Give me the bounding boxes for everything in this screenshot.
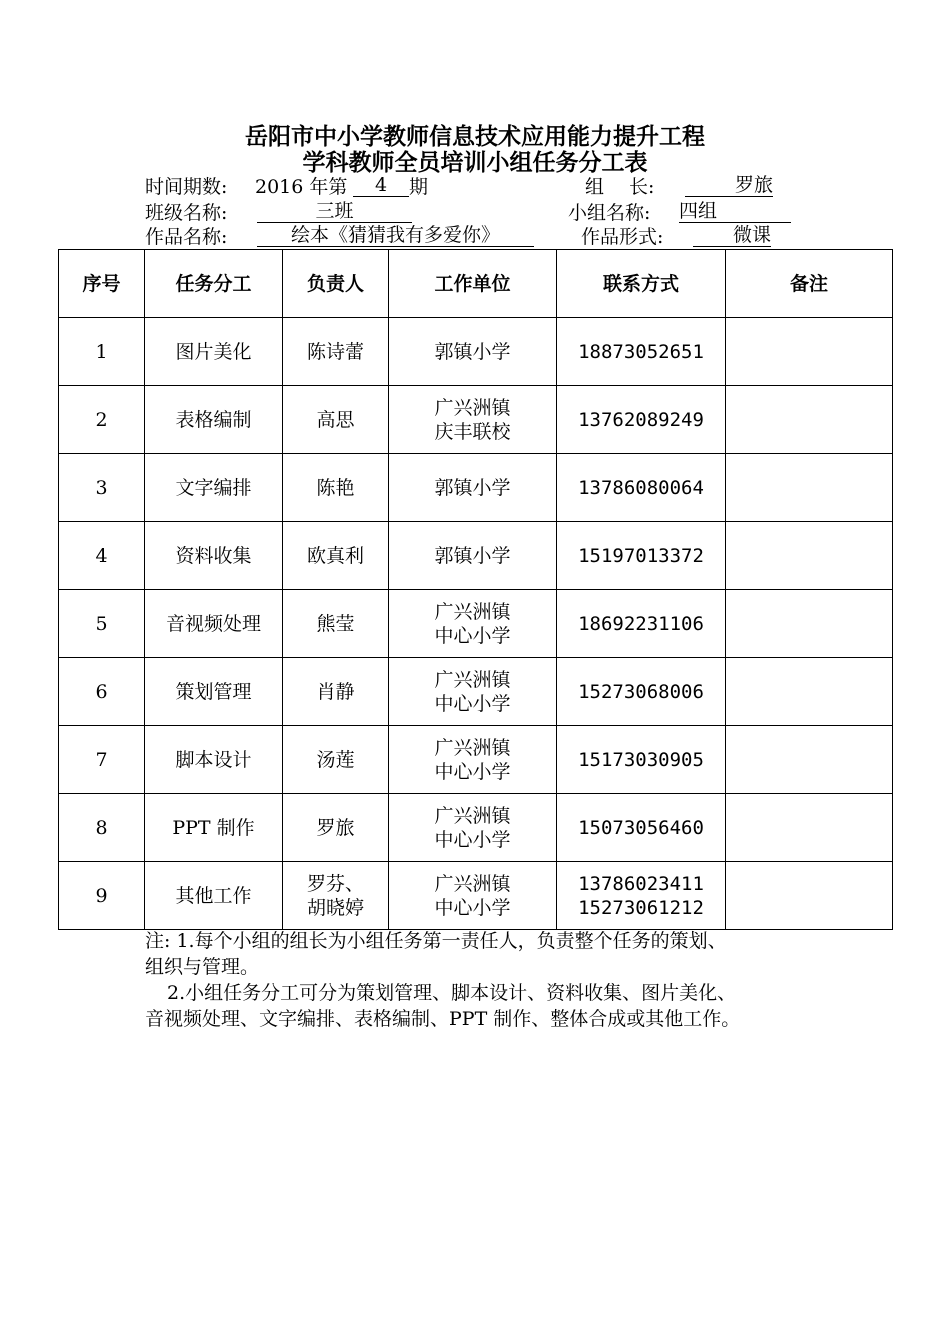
- cell-contact: [557, 318, 726, 386]
- cell-task: [145, 522, 283, 590]
- cell-no-line: 8: [95, 816, 108, 839]
- cell-no: [59, 862, 145, 930]
- cell-person: [283, 386, 389, 454]
- cell-person: [283, 454, 389, 522]
- cell-unit-line: 郭镇小学: [434, 340, 511, 363]
- form-value: 微课: [693, 224, 771, 247]
- cell-contact: [557, 386, 726, 454]
- cell-unit: [389, 522, 557, 590]
- header-person: 负责人: [283, 250, 389, 318]
- cell-note: [726, 386, 893, 454]
- cell-task: [145, 862, 283, 930]
- cell-task-line: 策划管理: [175, 680, 252, 703]
- cell-person-line: 汤莲: [316, 748, 355, 771]
- task-table-body: [59, 318, 893, 930]
- period-value: 4: [353, 174, 409, 197]
- cell-unit-line: 郭镇小学: [434, 476, 511, 499]
- cell-person-line: 陈诗蕾: [306, 340, 364, 363]
- cell-contact-line: 18692231106: [578, 612, 704, 635]
- table-row: [59, 590, 893, 658]
- note-line-2: 组织与管理。: [145, 956, 260, 978]
- cell-task-line: 资料收集: [175, 544, 252, 567]
- cell-contact: [557, 658, 726, 726]
- cell-unit: [389, 454, 557, 522]
- note-line-1: 注: 1.每个小组的组长为小组任务第一责任人，负责整个任务的策划、: [145, 930, 727, 952]
- cell-person-line: 肖静: [316, 680, 355, 703]
- cell-note: [726, 862, 893, 930]
- cell-person: [283, 522, 389, 590]
- cell-contact: [557, 522, 726, 590]
- group-value: 四组: [679, 200, 791, 223]
- cell-no-line: 3: [95, 476, 108, 499]
- cell-contact-line: 13762089249: [578, 408, 704, 431]
- info-row-class: [145, 200, 845, 226]
- table-row: [59, 862, 893, 930]
- cell-task-line: 音视频处理: [165, 612, 261, 635]
- cell-note: [726, 590, 893, 658]
- work-value: 绘本《猜猜我有多爱你》: [257, 224, 534, 247]
- cell-contact-line: 18873052651: [578, 340, 704, 363]
- cell-no: [59, 794, 145, 862]
- cell-contact: [557, 794, 726, 862]
- cell-unit: [389, 658, 557, 726]
- cell-unit-line: 中心小学: [434, 624, 511, 647]
- cell-unit-line: 中心小学: [434, 896, 511, 919]
- cell-no: [59, 590, 145, 658]
- cell-unit: [389, 794, 557, 862]
- cell-person-line: 胡晓婷: [306, 896, 364, 919]
- notes: [145, 928, 845, 1032]
- cell-unit-line: 广兴洲镇: [434, 804, 511, 827]
- table-header-row: [59, 250, 893, 318]
- cell-task-line: 其他工作: [175, 884, 252, 907]
- cell-contact-line: 15173030905: [578, 748, 704, 771]
- cell-person: [283, 658, 389, 726]
- cell-no-line: 9: [95, 884, 108, 907]
- table-row: [59, 386, 893, 454]
- cell-no: [59, 658, 145, 726]
- cell-person: [283, 794, 389, 862]
- cell-note: [726, 522, 893, 590]
- header-note: 备注: [726, 250, 893, 318]
- cell-no: [59, 522, 145, 590]
- cell-task: [145, 386, 283, 454]
- cell-task-line: 图片美化: [175, 340, 252, 363]
- table-row: [59, 454, 893, 522]
- class-label: 班级名称:: [145, 202, 228, 224]
- task-table: [58, 249, 893, 930]
- document-title: 岳阳市中小学教师信息技术应用能力提升工程: [245, 123, 705, 150]
- table-row: [59, 522, 893, 590]
- leader-label: 组 长:: [585, 176, 655, 198]
- cell-unit: [389, 386, 557, 454]
- cell-unit-line: 广兴洲镇: [434, 872, 511, 895]
- cell-unit-line: 中心小学: [434, 828, 511, 851]
- leader-value: 罗旅: [685, 174, 773, 197]
- cell-person: [283, 318, 389, 386]
- cell-task-line: PPT 制作: [172, 816, 255, 839]
- table-row: [59, 794, 893, 862]
- cell-task: [145, 794, 283, 862]
- table-row: [59, 318, 893, 386]
- cell-no-line: 5: [95, 612, 108, 635]
- note-line-4: 音视频处理、文字编排、表格编制、PPT 制作、整体合成或其他工作。: [145, 1008, 741, 1030]
- cell-contact-line: 13786080064: [578, 476, 704, 499]
- cell-contact-line: 13786023411: [578, 872, 704, 895]
- cell-person: [283, 726, 389, 794]
- cell-unit-line: 中心小学: [434, 760, 511, 783]
- cell-person: [283, 862, 389, 930]
- cell-contact-line: 15073056460: [578, 816, 704, 839]
- cell-unit-line: 广兴洲镇: [434, 600, 511, 623]
- period-suffix: 期: [409, 176, 429, 198]
- note-line-3: 2.小组任务分工可分为策划管理、脚本设计、资料收集、图片美化、: [167, 982, 737, 1004]
- cell-task: [145, 726, 283, 794]
- cell-unit-line: 中心小学: [434, 692, 511, 715]
- cell-contact: [557, 726, 726, 794]
- cell-unit-line: 庆丰联校: [434, 420, 511, 443]
- cell-person-line: 陈艳: [316, 476, 355, 499]
- group-label: 小组名称:: [568, 202, 651, 224]
- cell-contact: [557, 590, 726, 658]
- cell-no-line: 2: [95, 408, 108, 431]
- cell-no: [59, 318, 145, 386]
- cell-unit-line: 广兴洲镇: [434, 668, 511, 691]
- document-subtitle: 学科教师全员培训小组任务分工表: [302, 149, 648, 176]
- cell-person-line: 高思: [316, 408, 355, 431]
- cell-unit: [389, 726, 557, 794]
- class-value: 三班: [257, 200, 412, 223]
- cell-task: [145, 318, 283, 386]
- cell-task: [145, 590, 283, 658]
- cell-no-line: 4: [95, 544, 108, 567]
- cell-no-line: 6: [95, 680, 108, 703]
- cell-no: [59, 726, 145, 794]
- header-contact: 联系方式: [557, 250, 726, 318]
- cell-unit: [389, 318, 557, 386]
- cell-task-line: 脚本设计: [175, 748, 252, 771]
- cell-person-line: 熊莹: [316, 612, 355, 635]
- cell-task-line: 文字编排: [175, 476, 252, 499]
- cell-note: [726, 454, 893, 522]
- period-label: 时间期数:: [145, 176, 228, 198]
- table-row: [59, 726, 893, 794]
- cell-no-line: 1: [95, 340, 108, 363]
- period-prefix: 2016 年第: [255, 176, 348, 198]
- cell-unit-line: 广兴洲镇: [434, 736, 511, 759]
- table-row: [59, 658, 893, 726]
- cell-contact-line: 15273061212: [578, 896, 704, 919]
- cell-task-line: 表格编制: [175, 408, 252, 431]
- cell-no: [59, 386, 145, 454]
- cell-unit-line: 广兴洲镇: [434, 396, 511, 419]
- work-label: 作品名称:: [145, 226, 228, 248]
- cell-contact-line: 15273068006: [578, 680, 704, 703]
- form-label: 作品形式:: [581, 226, 664, 248]
- cell-note: [726, 658, 893, 726]
- cell-note: [726, 794, 893, 862]
- cell-unit-line: 郭镇小学: [434, 544, 511, 567]
- cell-no: [59, 454, 145, 522]
- cell-no-line: 7: [95, 748, 108, 771]
- cell-task: [145, 454, 283, 522]
- cell-person-line: 欧真利: [306, 544, 364, 567]
- header-task: 任务分工: [145, 250, 283, 318]
- cell-unit: [389, 590, 557, 658]
- cell-person-line: 罗芬、: [306, 872, 364, 895]
- cell-person: [283, 590, 389, 658]
- cell-contact: [557, 454, 726, 522]
- info-row-work: [145, 224, 845, 250]
- cell-note: [726, 318, 893, 386]
- cell-unit: [389, 862, 557, 930]
- cell-contact-line: 15197013372: [578, 544, 704, 567]
- cell-contact: [557, 862, 726, 930]
- cell-note: [726, 726, 893, 794]
- cell-person-line: 罗旅: [316, 816, 355, 839]
- header-no: 序号: [59, 250, 145, 318]
- cell-task: [145, 658, 283, 726]
- header-unit: 工作单位: [389, 250, 557, 318]
- info-row-period: [145, 174, 845, 200]
